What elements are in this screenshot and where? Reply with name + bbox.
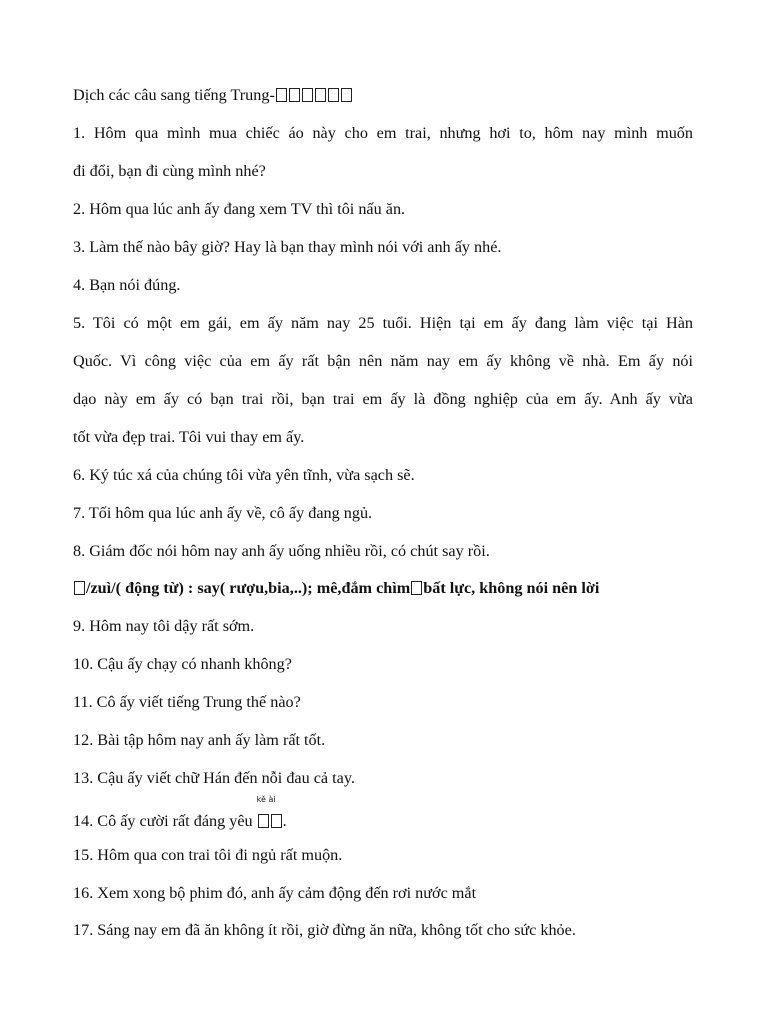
sentence-14 — [73, 795, 693, 831]
sentence-5-line-4: tốt vừa đẹp trai. Tôi vui thay em ấy. — [73, 428, 305, 446]
sentence-13: 13. Cậu ấy viết chữ Hán đến nỗi đau cả tay. — [73, 769, 355, 787]
sentence-14-period: . — [282, 812, 287, 830]
heading-text: Dịch các câu sang tiếng Trung- — [73, 86, 275, 104]
ruby-annotation — [256, 795, 283, 831]
missing-glyph-icon — [328, 88, 339, 102]
missing-glyph-icon — [74, 581, 85, 595]
document-heading — [73, 85, 693, 105]
missing-glyph-icon — [271, 814, 282, 828]
sentence-9: 9. Hôm nay tôi dậy rất sớm. — [73, 617, 255, 635]
sentence-10: 10. Cậu ấy chạy có nhanh không? — [73, 655, 292, 673]
sentence-5-line-1: 5. Tôi có một em gái, em ấy năm nay 25 tuổi. Hiện tại em ấy đang làm việc tại Hàn — [73, 314, 693, 332]
sentence-15: 15. Hôm qua con trai tôi đi ngủ rất muộn. — [73, 846, 343, 864]
sentence-12: 12. Bài tập hôm nay anh ấy làm rất tốt. — [73, 731, 326, 749]
sentence-3: 3. Làm thế nào bây giờ? Hay là bạn thay mình nói với anh ấy nhé. — [73, 238, 502, 256]
vocab-note-part-2: bất lực, không nói nên lời — [423, 579, 600, 597]
missing-glyph-icon — [258, 814, 269, 828]
sentence-1-line-2: đi đổi, bạn đi cùng mình nhé? — [73, 162, 266, 180]
missing-glyph-icon — [341, 88, 352, 102]
missing-glyph-icon — [411, 581, 422, 595]
sentence-4: 4. Bạn nói đúng. — [73, 276, 181, 294]
sentence-7: 7. Tối hôm qua lúc anh ấy về, cô ấy đang ngủ. — [73, 504, 373, 522]
missing-glyph-icon — [276, 88, 287, 102]
sentence-14-text: 14. Cô ấy cười rất đáng yêu — [73, 812, 257, 830]
sentence-6: 6. Ký túc xá của chúng tôi vừa yên tĩnh, vừa sạch sẽ. — [73, 466, 415, 484]
sentence-5-line-2: Quốc. Vì công việc của em ấy rất bận nên năm nay em ấy không về nhà. Em ấy nói — [73, 352, 693, 370]
missing-glyph-icon — [289, 88, 300, 102]
sentence-17: 17. Sáng nay em đã ăn không ít rồi, giờ đừng ăn nữa, không tốt cho sức khỏe. — [73, 921, 576, 939]
sentence-1-line-1: 1. Hôm qua mình mua chiếc áo này cho em trai, nhưng hơi to, hôm nay mình muốn — [73, 124, 693, 142]
missing-glyph-icon — [302, 88, 313, 102]
sentence-11: 11. Cô ấy viết tiếng Trung thế nào? — [73, 693, 301, 711]
sentence-8: 8. Giám đốc nói hôm nay anh ấy uống nhiều rồi, có chút say rồi. — [73, 542, 490, 560]
missing-glyph-icon — [315, 88, 326, 102]
sentence-2: 2. Hôm qua lúc anh ấy đang xem TV thì tôi nấu ăn. — [73, 200, 406, 218]
sentence-16: 16. Xem xong bộ phim đó, anh ấy cảm động đến rơi nước mắt — [73, 884, 477, 902]
sentence-5-line-3: dạo này em ấy có bạn trai rồi, bạn trai em ấy là đồng nghiệp của em ấy. Anh ấy vừa — [73, 390, 693, 408]
ruby-pinyin: kě ài — [256, 795, 276, 804]
vocab-note-part-1: /zuì/( động từ) : say( rượu,bia,..); mê,đắm chìm — [86, 579, 411, 597]
vocab-note — [73, 578, 693, 598]
